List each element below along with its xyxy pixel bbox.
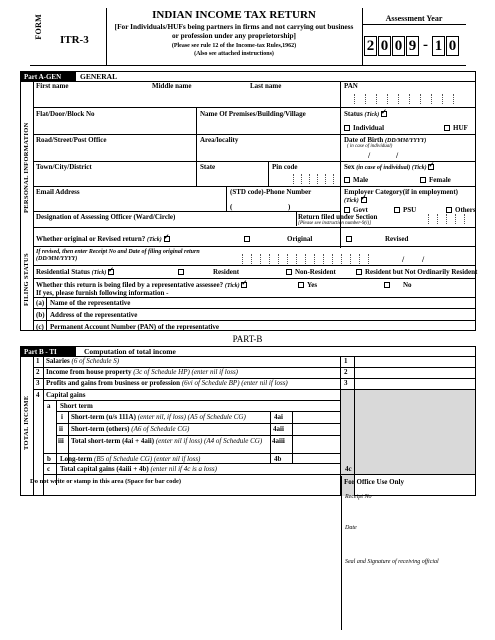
female-label: Female — [429, 176, 451, 184]
resident-checkbox[interactable] — [178, 269, 184, 275]
part-b-heading: Computation of total income — [84, 347, 176, 356]
road-label: Road/Street/Post Office — [36, 136, 107, 144]
divider — [270, 411, 271, 463]
ltcg-text: Long-term — [60, 455, 93, 463]
stcg-others-code: 4aii — [273, 425, 284, 433]
row-number: 2 — [36, 368, 40, 376]
filing-date-slash: / — [402, 255, 405, 264]
year-digit: 1 — [432, 36, 445, 56]
town-label: Town/City/District — [36, 163, 92, 171]
assessment-year-digits — [364, 36, 459, 56]
dob-label — [344, 136, 426, 144]
original-label: Original — [287, 235, 313, 243]
divider — [296, 211, 297, 226]
sub-marker: ii — [59, 425, 63, 433]
divider — [33, 211, 340, 212]
side-divider — [33, 81, 34, 331]
divider — [20, 81, 476, 82]
year-dash: - — [423, 37, 428, 53]
divider — [340, 134, 476, 135]
divider — [33, 265, 476, 266]
part-a-tag: Part A-GEN — [21, 72, 76, 82]
original-checkbox[interactable] — [244, 236, 250, 242]
stcg-others-text: Short-term (others) — [71, 425, 130, 433]
divider — [33, 161, 476, 162]
barcode-area — [30, 488, 330, 628]
dob-text: Date of Birth — [344, 136, 384, 144]
divider — [33, 186, 476, 187]
section-input[interactable] — [420, 214, 465, 224]
divider — [362, 24, 466, 25]
orig-revised-text: Whether original or Revised return? — [36, 235, 146, 243]
shaded-value-column — [355, 390, 475, 474]
side-divider — [33, 356, 34, 496]
employer-checkbox[interactable] — [361, 197, 367, 203]
house-property-text: Income from house property — [46, 368, 132, 376]
std-close: ) — [288, 203, 291, 211]
row-number: 1 — [36, 357, 40, 365]
stcg-total-note: (enter nil if loss) (A4 of Schedule CG) — [155, 437, 263, 445]
rep-name-label: Name of the representative — [50, 299, 131, 307]
rule-note: (Please see rule 12 of the Income-tax Rules,1962) — [171, 43, 297, 49]
ltcg-label — [60, 455, 200, 463]
huf-option[interactable] — [444, 124, 468, 132]
receipt-no-input[interactable] — [234, 254, 369, 264]
rep-pan-label: Permanent Account Number (PAN) of the representative — [50, 323, 220, 331]
stcg-others-note: (A6 of Schedule CG) — [131, 425, 190, 433]
total-cg-note: (enter nil if 4c is a loss) — [150, 465, 217, 473]
psu-checkbox[interactable] — [394, 207, 400, 213]
stcg-others-input[interactable] — [293, 424, 339, 434]
form-label: FORM — [34, 14, 43, 40]
dob-slash: / — [368, 151, 371, 160]
divider — [196, 134, 197, 161]
rep-c-marker: (c) — [36, 323, 44, 331]
header-rule — [30, 65, 466, 66]
sex-label — [344, 163, 437, 171]
divider — [33, 107, 476, 108]
residential-text: Residential Status — [36, 268, 90, 276]
female-option[interactable] — [420, 176, 451, 184]
rnor-option[interactable] — [356, 268, 477, 276]
row-number: 3 — [36, 379, 40, 387]
non-resident-option[interactable] — [286, 268, 336, 276]
orig-revised-checkbox[interactable] — [164, 236, 170, 242]
rep-no-checkbox[interactable] — [384, 282, 390, 288]
divider — [362, 8, 363, 65]
rep-no-label: No — [403, 281, 412, 289]
stcg-total-label — [71, 437, 267, 445]
email-label: Email Address — [36, 188, 80, 196]
dob-format: (DD/MM/YYYY) — [385, 138, 427, 144]
revised-option[interactable] — [346, 235, 408, 243]
sub-marker: a — [47, 402, 51, 410]
designation-label: Designation of Assessing Officer (Ward/Circle) — [36, 213, 176, 221]
stcg-total-input[interactable] — [293, 436, 339, 446]
return-filed-note: [Please see instruction number-9(i)] — [298, 221, 372, 226]
others-label: Others — [455, 206, 476, 214]
non-resident-checkbox[interactable] — [286, 269, 292, 275]
tick-note: (Tick) — [91, 270, 107, 276]
sub-marker: i — [61, 413, 63, 421]
total-cg-code: 4c — [345, 465, 352, 473]
salaries-label — [46, 357, 119, 365]
divider — [33, 320, 476, 321]
divider — [33, 278, 476, 279]
form-label-cell — [30, 8, 60, 65]
rep-yes-checkbox[interactable] — [298, 282, 304, 288]
year-digit: 0 — [446, 36, 459, 56]
divider — [106, 8, 107, 65]
state-label: State — [200, 163, 216, 171]
salaries-text: Salaries — [46, 357, 70, 365]
business-text: Profits and gains from business or profession — [46, 379, 181, 387]
employer-tick-note: (Tick) — [344, 198, 359, 204]
attached-note: (Also see attached instructions) — [194, 51, 274, 57]
stcg-111a-code: 4ai — [274, 413, 283, 421]
divider — [33, 308, 476, 309]
residential-label — [36, 268, 117, 276]
sub-marker: iii — [58, 437, 64, 445]
employer-text: Employer Category(if in employment) — [344, 188, 458, 196]
stcg-111a-note: (enter nil, if loss) (A5 of Schedule CG) — [137, 413, 246, 421]
date-label: Date — [345, 525, 357, 531]
divider — [43, 356, 44, 496]
divider — [226, 186, 227, 211]
rep-yes-label: Yes — [307, 281, 318, 289]
non-resident-label: Non-Resident — [295, 268, 336, 276]
status-tick-note: (Tick) — [364, 112, 380, 118]
psu-option[interactable] — [394, 206, 416, 214]
female-checkbox[interactable] — [420, 177, 426, 183]
male-label: Male — [353, 176, 369, 184]
form-code: ITR-3 — [60, 34, 89, 46]
if-revised-note: If revised, then enter Receipt No and Date of filing original return (DD/MM/YYYY) — [36, 249, 200, 262]
divider — [340, 161, 341, 186]
dob-input[interactable] — [348, 150, 468, 160]
sub-marker: c — [47, 465, 51, 473]
office-use-label: For Office Use Only — [344, 478, 404, 486]
pan-input[interactable] — [344, 94, 454, 104]
stcg-111a-text: Short-term (u/s 111A) — [71, 413, 136, 421]
revised-checkbox[interactable] — [346, 236, 352, 242]
stcg-111a-input[interactable] — [293, 412, 339, 422]
phone-input[interactable] — [236, 202, 336, 211]
house-property-label — [46, 368, 238, 376]
business-input[interactable] — [355, 379, 475, 389]
status-checkbox[interactable] — [381, 111, 387, 117]
resident-label: Resident — [213, 268, 240, 276]
barcode-note: Do not write or stamp in this area (Space for bar code) — [30, 478, 181, 485]
first-name-label: First name — [36, 82, 69, 90]
divider — [56, 400, 57, 485]
govt-label: Govt — [353, 206, 368, 214]
status-text: Status — [344, 110, 363, 118]
divider — [33, 227, 476, 228]
receipt-label: Receipt No — [345, 494, 372, 500]
side-label-filing: FILING STATUS — [23, 253, 30, 307]
flat-label: Flat/Door/Block No — [36, 110, 95, 118]
premises-label: Name Of Premises/Building/Village — [200, 110, 306, 118]
date-input[interactable] — [342, 531, 476, 551]
individual-label: Individual — [353, 124, 385, 132]
capital-gains-label: Capital gains — [46, 391, 86, 399]
assessment-year-label: Assessment Year — [385, 14, 443, 23]
original-option[interactable] — [244, 235, 312, 243]
male-option[interactable] — [344, 176, 368, 184]
sex-text: Sex — [344, 163, 355, 171]
house-property-input[interactable] — [355, 368, 475, 378]
divider — [43, 463, 340, 464]
pan-label: PAN — [344, 82, 358, 90]
year-digit: 0 — [378, 36, 391, 56]
year-digit: 2 — [364, 36, 377, 56]
divider — [46, 297, 47, 331]
stcg-total-text: Total short-term (4ai + 4aii) — [71, 437, 155, 445]
stcg-111a-label — [71, 413, 246, 421]
sex-checkbox[interactable] — [428, 164, 434, 170]
pin-label: Pin code — [272, 163, 298, 171]
receipt-input[interactable] — [342, 500, 476, 520]
ltcg-note: (B5 of Schedule CG) (enter nil if loss) — [94, 455, 201, 463]
individual-checkbox[interactable] — [344, 125, 350, 131]
divider — [43, 474, 476, 475]
year-digit: 9 — [406, 36, 419, 56]
divider — [33, 297, 476, 298]
rep-checkbox[interactable] — [241, 282, 247, 288]
dob-note: ( in case of individual) — [347, 144, 393, 149]
resident-option[interactable] — [178, 268, 239, 276]
total-cg-label — [60, 465, 217, 473]
row-number: 4 — [36, 391, 40, 399]
divider — [268, 161, 269, 186]
business-label — [46, 379, 288, 387]
rep-furnish: If yes, please furnish following information - — [36, 289, 169, 297]
divider — [33, 134, 340, 135]
seal-label: Seal and Signature of receiving official — [345, 559, 439, 565]
sub-marker: b — [47, 455, 51, 463]
side-label-total-income: TOTAL INCOME — [23, 395, 30, 450]
dob-slash: / — [396, 151, 399, 160]
revised-label: Revised — [385, 235, 409, 243]
form-title: INDIAN INCOME TAX RETURN — [152, 9, 316, 21]
rep-yes-option[interactable] — [298, 281, 317, 289]
name-input[interactable] — [36, 95, 336, 105]
tick-note: (Tick) — [224, 283, 240, 289]
sex-note: (in case of individual) (Tick) — [356, 165, 427, 171]
divider — [33, 246, 476, 247]
tick-note: (Tick) — [147, 237, 162, 243]
rep-question-text: Whether this return is being filed by a representative assessee? — [36, 281, 224, 289]
divider — [196, 107, 197, 134]
psu-label: PSU — [403, 206, 417, 214]
return-filed-label: Return filed under Section — [298, 213, 378, 221]
part-b-tag: Part B - TI — [21, 347, 76, 357]
std-open: ( — [230, 203, 233, 211]
male-checkbox[interactable] — [344, 177, 350, 183]
salaries-note: (6 of Schedule S) — [71, 357, 120, 365]
divider — [196, 161, 197, 186]
std-phone-label: (STD code)-Phone Number — [230, 188, 312, 196]
others-checkbox[interactable] — [446, 207, 452, 213]
employer-label — [344, 188, 472, 205]
part-b-title: PART-B — [232, 334, 263, 344]
total-cg-text: Total capital gains (4aiii + 4b) — [60, 465, 149, 473]
huf-checkbox[interactable] — [444, 125, 450, 131]
huf-label: HUF — [453, 124, 468, 132]
year-digit: 0 — [392, 36, 405, 56]
middle-name-label: Middle name — [152, 82, 192, 90]
status-label — [344, 110, 390, 118]
orig-revised-question — [36, 235, 173, 243]
part-a-heading: GENERAL — [80, 72, 118, 81]
salaries-input[interactable] — [355, 357, 475, 367]
residential-checkbox[interactable] — [108, 269, 114, 275]
rep-question — [36, 281, 250, 289]
house-property-note: (3c of Schedule HP) (enter nil if loss) — [133, 368, 239, 376]
rep-no-option[interactable] — [384, 281, 412, 289]
form-subtitle: [For Individuals/HUFs being partners in firms and not carrying out business or profession under any proprietorship] — [114, 22, 354, 40]
pin-input[interactable] — [286, 174, 334, 184]
individual-option[interactable] — [344, 124, 384, 132]
ltcg-code: 4b — [274, 455, 282, 463]
stcg-others-label — [71, 425, 189, 433]
others-option[interactable] — [446, 206, 476, 214]
rep-b-marker: (b) — [36, 311, 45, 319]
short-term-label: Short term — [60, 402, 93, 410]
rep-address-label: Address of the representative — [50, 311, 138, 319]
row-code: 1 — [344, 357, 348, 365]
last-name-label: Last name — [250, 82, 282, 90]
side-label-personal: PERSONAL INFORMATION — [23, 122, 30, 213]
stcg-total-code: 4aiii — [272, 437, 285, 445]
business-note: (6vi of Schedule BP) (enter nil if loss) — [181, 379, 288, 387]
rnor-checkbox[interactable] — [356, 269, 362, 275]
area-label: Area/locality — [200, 136, 239, 144]
rep-a-marker: (a) — [36, 299, 45, 307]
row-code: 2 — [344, 368, 348, 376]
rnor-label: Resident but Not Ordinarily Resident — [365, 268, 478, 276]
row-code: 3 — [344, 379, 348, 387]
filing-date-slash: / — [422, 255, 425, 264]
divider — [340, 81, 341, 107]
